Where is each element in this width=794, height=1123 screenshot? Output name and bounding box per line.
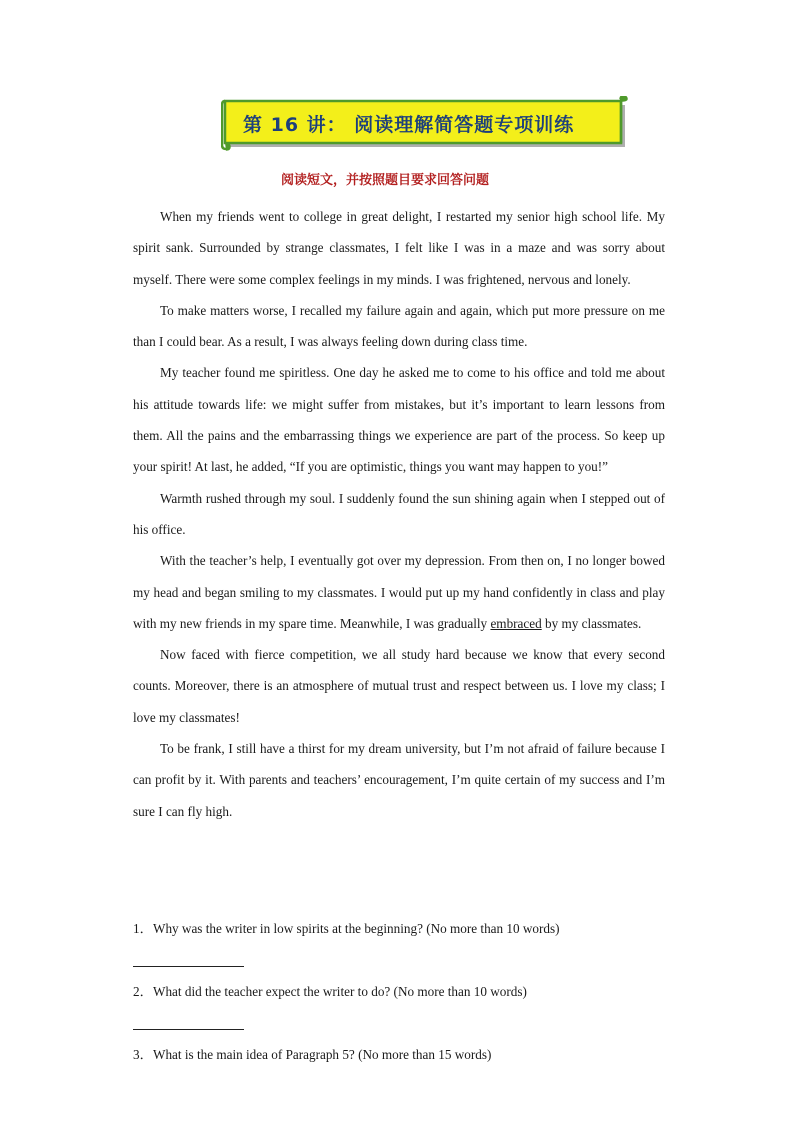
lesson-title: 第 16 讲： 阅读理解简答题专项训练 bbox=[243, 114, 575, 136]
reading-passage bbox=[133, 201, 665, 827]
question-text: Why was the writer in low spirits at the beginning? (No more than 10 words) bbox=[153, 921, 560, 936]
paragraph-7: To be frank, I still have a thirst for my dream university, but I’m not afraid of failure because I can profit by it. With parents and teachers’ encouragement, I’m quite certain of my success and I’m sure I can fly high. bbox=[133, 741, 665, 819]
paragraph-6: Now faced with fierce competition, we all study hard because we know that every second counts. Moreover, there is an atmosphere of mutual trust and respect between us. I love my class; I love my classmates! bbox=[133, 647, 665, 725]
paragraph-5 bbox=[133, 545, 665, 639]
answer-line-1[interactable] bbox=[133, 966, 244, 967]
paragraph-1: When my friends went to college in great delight, I restarted my senior high school life. My spirit sank. Surrounded by strange classmates, I felt like I was in a maze and was sorry about myself. There were some complex feelings in my minds. I was frightened, nervous and lonely. bbox=[133, 209, 665, 287]
paragraph-5-end: by my classmates. bbox=[541, 615, 642, 631]
paragraph-5-text: With the teacher’s help, I eventually got over my depression. From then on, I no longer bowed my head and began smiling to my classmates. I would put up my hand confidently in class and play with my new friends in my spare time. Meanwhile, I was gradually bbox=[133, 553, 665, 631]
paragraph-4: Warmth rushed through my soul. I suddenly found the sun shining again when I stepped out of his office. bbox=[133, 490, 665, 537]
answer-line-2[interactable] bbox=[133, 1029, 244, 1030]
question-number: 2． bbox=[133, 984, 153, 999]
question-3 bbox=[133, 1039, 665, 1070]
question-2 bbox=[133, 976, 665, 1007]
question-text: What did the teacher expect the writer to do? (No more than 10 words) bbox=[153, 984, 527, 999]
question-number: 3． bbox=[133, 1047, 153, 1062]
paragraph-3: My teacher found me spiritless. One day he asked me to come to his office and told me about his attitude towards life: we might suffer from mistakes, but it’s important to learn lessons from them. All the pains and the embarrassing things we experience are part of the process. So keep up your spirit! At last, he added, “If you are optimistic, things you want may happen to you!” bbox=[133, 365, 665, 475]
instruction-heading: 阅读短文，并按照题目要求回答问题 bbox=[280, 173, 489, 188]
question-1 bbox=[133, 913, 665, 944]
question-number: 1． bbox=[133, 921, 153, 936]
underlined-word: embraced bbox=[490, 615, 542, 631]
paragraph-2: To make matters worse, I recalled my failure again and again, which put more pressure on me than I could bear. As a result, I was always feeling down during class time. bbox=[133, 302, 665, 350]
question-list bbox=[133, 913, 665, 1070]
question-text: What is the main idea of Paragraph 5? (No more than 15 words) bbox=[153, 1047, 492, 1062]
title-banner bbox=[221, 96, 629, 152]
